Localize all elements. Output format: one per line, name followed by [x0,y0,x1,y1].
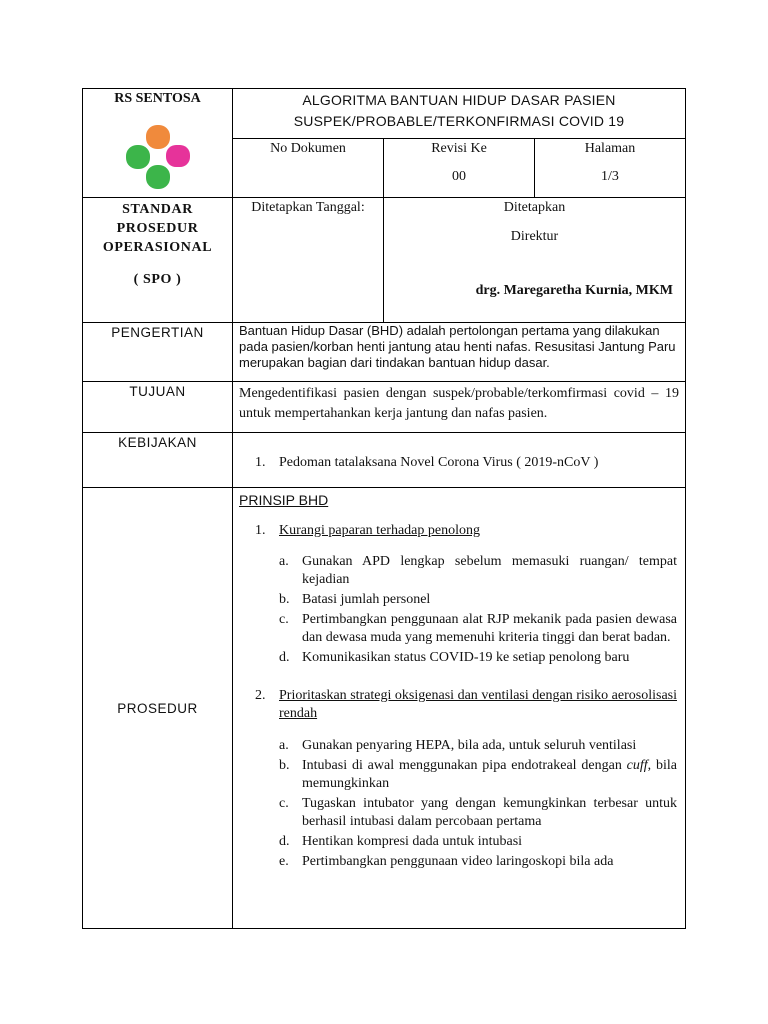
prosedur-section-1-items [233,553,685,667]
doc-number-value [233,157,383,169]
hospital-logo-icon [126,125,190,189]
section-title: Prioritaskan strategi oksigenasi dan ventilasi dengan risiko aerosolisasi rendah [279,688,677,721]
logo-left-petal [126,145,150,169]
hospital-cell [83,89,233,198]
item-mark: d. [279,650,290,665]
prosedur-text-cell [233,488,686,929]
item-mark: a. [279,554,289,569]
list-item [233,833,677,851]
list-item [233,454,685,472]
list-item [233,591,677,609]
title-line-1: ALGORITMA BANTUAN HIDUP DASAR PASIEN [302,92,616,108]
set-date-cell [233,198,384,323]
pengertian-text: Bantuan Hidup Dasar (BHD) adalah pertolongan pertama yang dilakukan pada pasien/korban henti jantung atau henti nafas. Resusitasi Jantung Paru merupakan bagian dari tindakan bantuan hidup dasar. [239,323,676,370]
list-item [233,649,677,667]
page-cell [535,139,686,198]
item-text: Tugaskan intubator yang dengan kemungkinkan terbesar untuk berhasil intubasi dalam percobaan pertama [302,796,677,829]
item-mark: b. [279,592,290,607]
pengertian-text-cell [233,323,686,382]
approver-position: Direktur [510,229,559,244]
spo-title [83,198,232,289]
prosedur-section-2-items [233,737,685,871]
item-mark: d. [279,834,290,849]
item-italic: cuff [626,758,648,773]
item-mark: b. [279,758,290,773]
spo-line-3: OPERASIONAL [102,240,213,255]
item-mark: e. [279,854,289,869]
approval-cell [384,198,686,323]
tujuan-text-cell [233,382,686,433]
section-number: 2. [255,688,266,703]
list-item [233,611,677,647]
kebijakan-label-cell [83,433,233,488]
spo-line-2: PROSEDUR [116,221,199,236]
list-text: Pedoman tatalaksana Novel Corona Virus ( 2019-nCoV ) [279,455,599,470]
item-text: Hentikan kompresi dada untuk intubasi [302,834,523,849]
prosedur-heading: PRINSIP BHD [239,492,329,508]
spo-line-4: ( SPO ) [133,272,182,287]
item-text: Gunakan APD lengkap sebelum memasuki ruangan/ tempat kejadian [302,554,677,587]
list-item [233,795,677,831]
kebijakan-text-cell [233,433,686,488]
pengertian-label-cell [83,323,233,382]
item-mark: c. [279,796,289,811]
prosedur-section-1 [233,522,685,540]
logo-bottom-petal [146,165,170,189]
document-title [233,89,685,132]
hospital-name: RS SENTOSA [114,91,201,106]
spo-document [82,88,686,929]
tujuan-label-cell [83,382,233,433]
item-text: Batasi jumlah personel [302,592,431,607]
item-text: Intubasi di awal menggunakan pipa endotrakeal dengan [302,758,622,773]
title-line-2: SUSPEK/PROBABLE/TERKONFIRMASI COVID 19 [293,113,625,129]
item-text: Gunakan penyaring HEPA, bila ada, untuk seluruh ventilasi [302,738,637,753]
logo-right-petal [166,145,190,167]
prosedur-section-2 [233,687,685,723]
item-mark: c. [279,612,289,627]
doc-number-label: No Dokumen [270,141,346,156]
section-number: 1. [255,523,266,538]
prosedur-label: PROSEDUR [117,700,198,716]
tujuan-label: TUJUAN [129,384,186,399]
item-tail: , bila memungkinkan [302,758,678,791]
doc-number-cell [233,139,384,198]
item-text: Komunikasikan status COVID-19 ke setiap penolong baru [302,650,630,665]
kebijakan-label: KEBIJAKAN [118,435,197,450]
list-item [233,757,677,793]
list-item [233,737,677,755]
revision-label: Revisi Ke [431,141,487,156]
pengertian-label: PENGERTIAN [111,325,204,340]
spo-table [82,88,686,929]
prosedur-label-cell [83,488,233,929]
page-label: Halaman [584,141,636,156]
spo-line-1: STANDAR [122,202,193,217]
set-date-label: Ditetapkan Tanggal: [251,200,365,215]
revision-cell [384,139,535,198]
item-text: Pertimbangkan penggunaan alat RJP mekanik pada pasien dewasa dan dewasa muda yang memenuhi kriteria tinggi dan berat badan. [302,612,677,645]
spo-cell [83,198,233,323]
list-number: 1. [255,455,266,470]
page-value: 1/3 [601,169,619,184]
list-item [233,522,685,540]
item-mark: a. [279,738,289,753]
list-item [233,553,677,589]
title-cell [233,89,686,139]
approver-signatory: drg. Maregaretha Kurnia, MKM [475,283,673,298]
list-item [233,687,685,723]
logo-top-petal [146,125,170,149]
list-item [233,853,677,871]
kebijakan-list [233,433,685,472]
item-text: Pertimbangkan penggunaan video laringoskopi bila ada [302,854,614,869]
revision-value: 00 [452,169,466,184]
section-title: Kurangi paparan terhadap penolong [279,523,480,538]
set-by-label: Ditetapkan [503,200,566,215]
tujuan-text: Mengedentifikasi pasien dengan suspek/probable/terkomfirmasi covid – 19 untuk mempertahankan kerja jantung dan nafas pasien. [239,386,679,421]
